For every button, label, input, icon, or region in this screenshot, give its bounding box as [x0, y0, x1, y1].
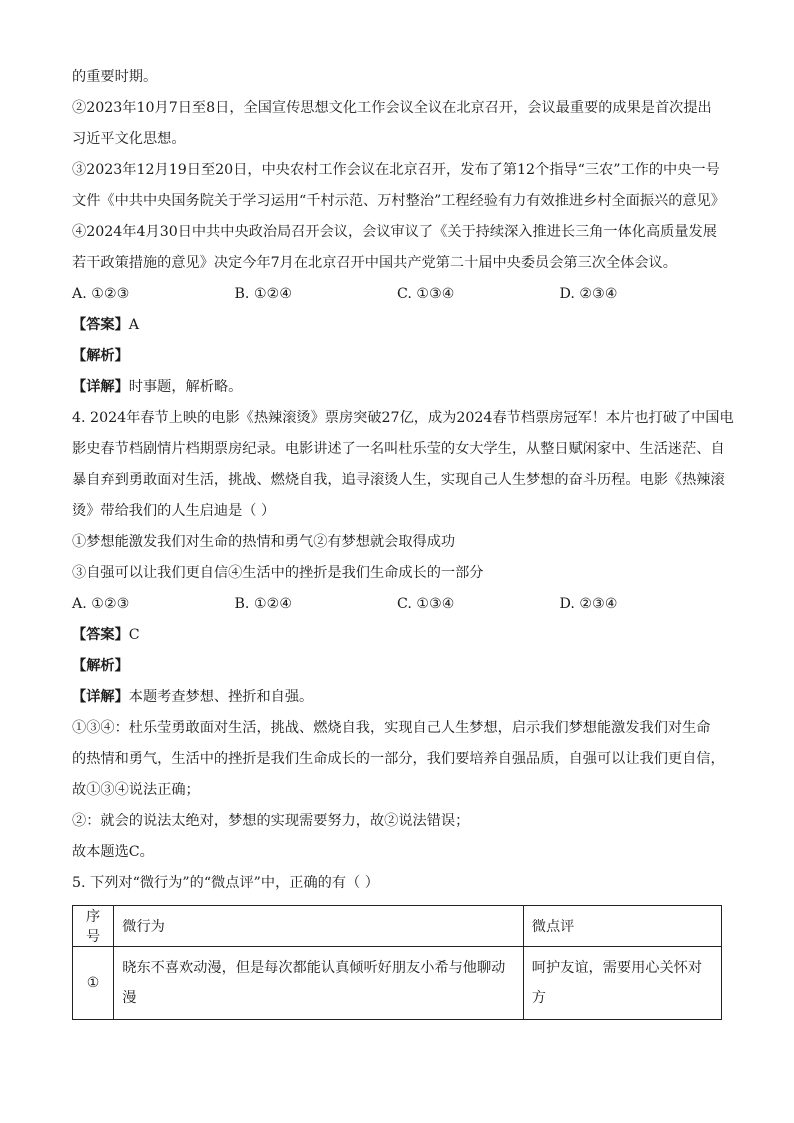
row-behavior: 晓东不喜欢动漫，但是每次都能认真倾听好朋友小希与他聊动漫: [114, 947, 524, 1020]
document-page: [72, 62, 734, 1020]
q4-detail: [72, 682, 722, 713]
analysis-label: 【解析】: [72, 348, 129, 364]
text-line: ②2023年10月7日至8日，全国宣传思想文化工作会议全议在北京召开，会议最重要的成果是首次提出: [72, 100, 712, 116]
q3-option-a: A. ①②③: [72, 286, 130, 302]
table-row: [73, 947, 722, 1020]
text-line: ④2024年4月30日中共中央政治局召开会议，会议审议了《关于持续深入推进长三角一体化高质量发展: [72, 224, 717, 240]
text-line: 文件《中共中央国务院关于学习运用“千村示范、万村整治”工程经验有力有效推进乡村全面振兴的意见》: [72, 193, 725, 209]
q4-explanation: 的热情和勇气，生活中的挫折是我们生命成长的一部分，我们要培养自强品质，自强可以让我们更自信，: [72, 751, 725, 767]
q3-analysis: [72, 341, 722, 372]
q4-analysis: [72, 651, 722, 682]
text-line: ③2023年12月19日至20日，中央农村工作会议在北京召开，发布了第12个指导“三农”工作的中央一号: [72, 162, 720, 178]
detail-text: 本题考查梦想、挫折和自强。: [128, 689, 314, 705]
q4-choice: ③自强可以让我们更自信④生活中的挫折是我们生命成长的一部分: [72, 565, 484, 581]
row-index: ①: [73, 947, 114, 1020]
q3-detail: [72, 372, 722, 403]
text-line: 的重要时期。: [72, 69, 158, 85]
row-comment: 呵护友谊，需要用心关怀对方: [523, 947, 721, 1020]
q4-explanation: ①③④：杜乐莹勇敢面对生活，挑战、燃烧自我，实现自己人生梦想，启示我们梦想能激发我们对生命: [72, 720, 711, 736]
q4-explanation: 故①③④说法正确；: [72, 782, 200, 798]
q4-explanation: ②：就会的说法太绝对，梦想的实现需要努力，故②说法错误；: [72, 813, 470, 829]
q4-option-b: B. ①②④: [234, 596, 293, 612]
q4-option-d: D. ②③④: [559, 596, 618, 612]
q4-choice: ①梦想能激发我们对生命的热情和勇气②有梦想就会取得成功: [72, 534, 456, 550]
q5-stem: 5. 下列对“微行为”的“微点评”中，正确的有（ ）: [72, 875, 379, 891]
q3-option-c: C. ①③④: [397, 286, 455, 302]
text-line: 习近平文化思想。: [72, 131, 186, 147]
q4-stem: 暴自弃到勇敢面对生活，挑战、燃烧自我，追寻滚烫人生，实现自己人生梦想的奋斗历程。电影《热辣滚: [72, 472, 725, 488]
q4-answer: [72, 620, 722, 651]
q3-answer: [72, 310, 722, 341]
answer-label: 【答案】: [72, 627, 129, 643]
answer-label: 【答案】: [72, 317, 129, 333]
table-header-row: [73, 906, 722, 947]
analysis-label: 【解析】: [72, 658, 129, 674]
q3-option-b: B. ①②④: [234, 286, 293, 302]
q4-stem: 烫》带给我们的人生启迪是（ ）: [72, 503, 276, 519]
text-line: 若干政策措施的意见》决定今年7月在北京召开中国共产党第二十届中央委员会第三次全体会议。: [72, 255, 677, 271]
detail-label: 【详解】: [72, 689, 129, 705]
q4-explanation: 故本题选C。: [72, 844, 154, 860]
header-behavior: 微行为: [114, 906, 524, 947]
detail-label: 【详解】: [72, 379, 129, 395]
q4-option-c: C. ①③④: [397, 596, 455, 612]
detail-text: 时事题，解析略。: [128, 379, 243, 395]
answer-value: C: [128, 627, 140, 643]
q4-options: [72, 589, 722, 620]
q4-stem: 4. 2024年春节上映的电影《热辣滚烫》票房突破27亿，成为2024春节档票房冠军！本片也打破了中国电: [72, 410, 734, 426]
q3-options: [72, 279, 722, 310]
q3-option-d: D. ②③④: [559, 286, 618, 302]
q4-option-a: A. ①②③: [72, 596, 130, 612]
q5-table: [72, 905, 722, 1020]
header-index: 序号: [73, 906, 114, 947]
header-comment: 微点评: [523, 906, 721, 947]
answer-value: A: [128, 317, 140, 333]
q4-stem: 影史春节档剧情片档期票房纪录。电影讲述了一名叫杜乐莹的女大学生，从整日赋闲家中、生活迷茫、自: [72, 441, 725, 457]
